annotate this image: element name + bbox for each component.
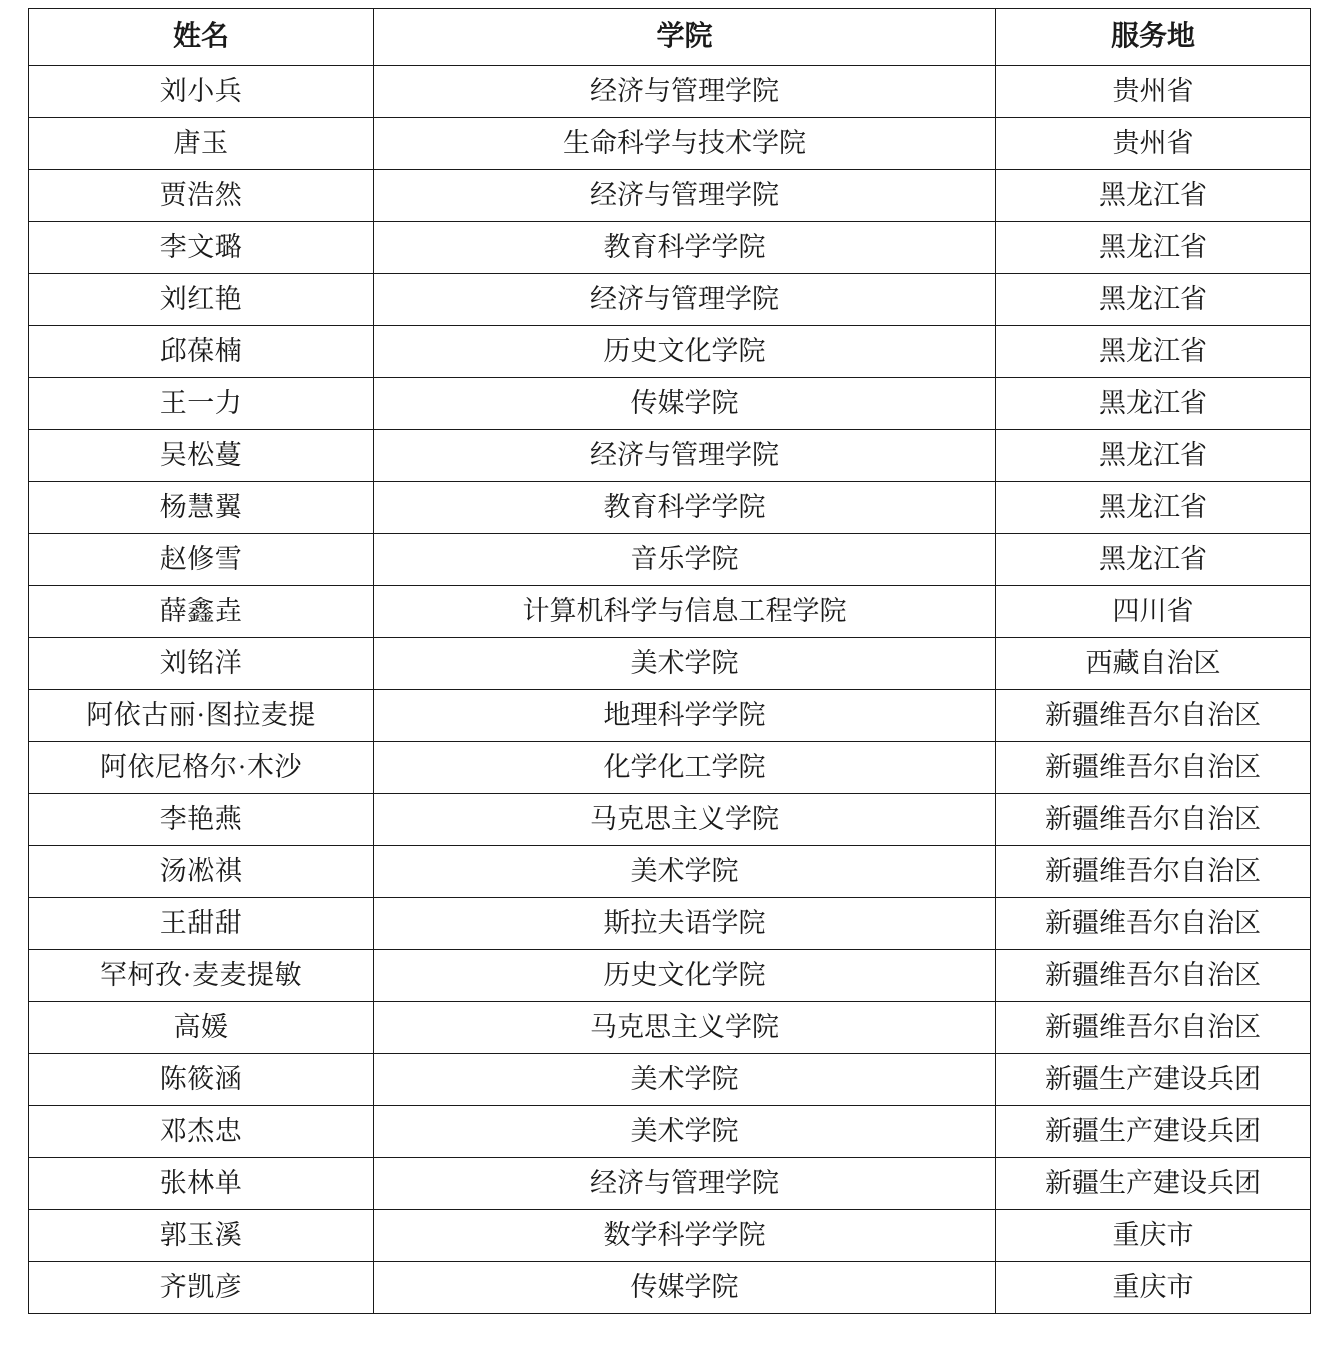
cell-college: 地理科学学院 [374,690,996,742]
table-row [29,586,1311,638]
cell-service-location: 黑龙江省 [996,222,1311,274]
cell-college: 经济与管理学院 [374,430,996,482]
cell-name: 陈筱涵 [29,1054,374,1106]
cell-service-location: 新疆维吾尔自治区 [996,950,1311,1002]
cell-college: 传媒学院 [374,378,996,430]
cell-service-location: 新疆维吾尔自治区 [996,846,1311,898]
table-row [29,638,1311,690]
cell-service-location: 新疆维吾尔自治区 [996,898,1311,950]
table-row [29,326,1311,378]
cell-college: 数学科学学院 [374,1210,996,1262]
cell-service-location: 新疆生产建设兵团 [996,1158,1311,1210]
table-row [29,170,1311,222]
table-row [29,534,1311,586]
cell-name: 薛鑫垚 [29,586,374,638]
cell-college: 经济与管理学院 [374,66,996,118]
cell-college: 斯拉夫语学院 [374,898,996,950]
cell-name: 邓杰忠 [29,1106,374,1158]
table-row [29,430,1311,482]
cell-college: 美术学院 [374,638,996,690]
cell-college: 经济与管理学院 [374,170,996,222]
cell-name: 高媛 [29,1002,374,1054]
cell-college: 教育科学学院 [374,482,996,534]
cell-service-location: 黑龙江省 [996,326,1311,378]
cell-college: 计算机科学与信息工程学院 [374,586,996,638]
table-header [29,9,1311,66]
cell-name: 赵修雪 [29,534,374,586]
cell-college: 美术学院 [374,846,996,898]
table-body [29,66,1311,1314]
cell-service-location: 重庆市 [996,1262,1311,1314]
cell-name: 王甜甜 [29,898,374,950]
cell-name: 王一力 [29,378,374,430]
table-row [29,1054,1311,1106]
cell-name: 刘小兵 [29,66,374,118]
table-row [29,1158,1311,1210]
table-row [29,742,1311,794]
cell-service-location: 贵州省 [996,118,1311,170]
cell-name: 贾浩然 [29,170,374,222]
cell-name: 李艳燕 [29,794,374,846]
cell-service-location: 新疆维吾尔自治区 [996,690,1311,742]
cell-service-location: 黑龙江省 [996,170,1311,222]
table-row [29,274,1311,326]
cell-name: 郭玉溪 [29,1210,374,1262]
cell-name: 李文璐 [29,222,374,274]
cell-college: 传媒学院 [374,1262,996,1314]
cell-service-location: 新疆维吾尔自治区 [996,794,1311,846]
cell-name: 齐凯彦 [29,1262,374,1314]
table-row [29,118,1311,170]
cell-service-location: 新疆生产建设兵团 [996,1054,1311,1106]
cell-service-location: 黑龙江省 [996,534,1311,586]
cell-college: 教育科学学院 [374,222,996,274]
cell-college: 美术学院 [374,1054,996,1106]
cell-name: 罕柯孜·麦麦提敏 [29,950,374,1002]
cell-college: 经济与管理学院 [374,1158,996,1210]
cell-name: 阿依古丽·图拉麦提 [29,690,374,742]
cell-college: 生命科学与技术学院 [374,118,996,170]
cell-service-location: 四川省 [996,586,1311,638]
cell-college: 历史文化学院 [374,950,996,1002]
cell-service-location: 西藏自治区 [996,638,1311,690]
cell-service-location: 黑龙江省 [996,430,1311,482]
cell-service-location: 贵州省 [996,66,1311,118]
roster-table [28,8,1311,1314]
cell-service-location: 重庆市 [996,1210,1311,1262]
cell-name: 汤凇祺 [29,846,374,898]
cell-college: 马克思主义学院 [374,1002,996,1054]
cell-service-location: 黑龙江省 [996,274,1311,326]
table-row [29,1210,1311,1262]
table-row [29,846,1311,898]
table-row [29,898,1311,950]
cell-name: 张林单 [29,1158,374,1210]
table-row [29,1106,1311,1158]
cell-service-location: 新疆生产建设兵团 [996,1106,1311,1158]
table-header-row [29,9,1311,66]
cell-name: 刘红艳 [29,274,374,326]
cell-service-location: 黑龙江省 [996,482,1311,534]
table-row [29,950,1311,1002]
column-header-service-location: 服务地 [996,9,1311,66]
table-row [29,66,1311,118]
cell-college: 美术学院 [374,1106,996,1158]
table-row [29,482,1311,534]
cell-name: 吴松蔓 [29,430,374,482]
cell-service-location: 新疆维吾尔自治区 [996,742,1311,794]
table-row [29,690,1311,742]
cell-name: 阿依尼格尔·木沙 [29,742,374,794]
table-row [29,794,1311,846]
column-header-name: 姓名 [29,9,374,66]
column-header-college: 学院 [374,9,996,66]
cell-college: 音乐学院 [374,534,996,586]
cell-name: 杨慧翼 [29,482,374,534]
table-row [29,1262,1311,1314]
cell-name: 邱葆楠 [29,326,374,378]
cell-college: 马克思主义学院 [374,794,996,846]
table-row [29,222,1311,274]
cell-name: 唐玉 [29,118,374,170]
cell-college: 历史文化学院 [374,326,996,378]
table-row [29,378,1311,430]
table-row [29,1002,1311,1054]
cell-college: 经济与管理学院 [374,274,996,326]
cell-college: 化学化工学院 [374,742,996,794]
cell-name: 刘铭洋 [29,638,374,690]
cell-service-location: 黑龙江省 [996,378,1311,430]
cell-service-location: 新疆维吾尔自治区 [996,1002,1311,1054]
